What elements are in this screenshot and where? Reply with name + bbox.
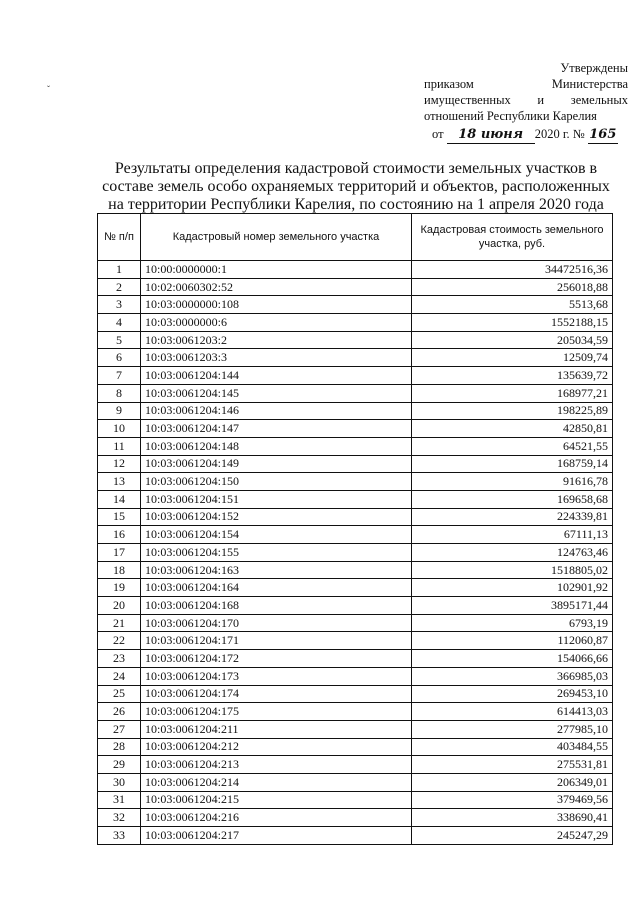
approval-word: и — [537, 93, 545, 107]
row-number-cell: 21 — [98, 614, 141, 632]
cadastral-number-cell: 10:03:0061204:155 — [141, 544, 412, 562]
row-number-cell: 14 — [98, 490, 141, 508]
cadastral-number-cell: 10:02:0060302:52 — [141, 278, 412, 296]
table-row — [98, 632, 613, 650]
approval-word: имущественных — [424, 93, 511, 107]
cadastral-value-cell: 614413,03 — [412, 703, 613, 721]
row-number-cell: 23 — [98, 650, 141, 668]
row-number-cell: 32 — [98, 809, 141, 827]
cadastral-number-cell: 10:03:0061204:151 — [141, 490, 412, 508]
cadastral-number-cell: 10:03:0061204:217 — [141, 827, 412, 845]
cadastral-value-cell: 5513,68 — [412, 296, 613, 314]
scan-mark: ˇ — [47, 84, 50, 94]
row-number-cell: 33 — [98, 827, 141, 845]
table-body — [98, 261, 613, 845]
cadastral-value-cell: 245247,29 — [412, 827, 613, 845]
table-row — [98, 331, 613, 349]
cadastral-number-cell: 10:03:0061203:2 — [141, 331, 412, 349]
row-number-cell: 19 — [98, 579, 141, 597]
date-year: 2020 г. № — [534, 127, 585, 141]
handwritten-order-number: 165 — [589, 127, 617, 142]
table-row — [98, 720, 613, 738]
row-number-cell: 11 — [98, 437, 141, 455]
cadastral-value-cell: 224339,81 — [412, 508, 613, 526]
table-row — [98, 544, 613, 562]
table-row — [98, 773, 613, 791]
cadastral-number-cell: 10:03:0061204:175 — [141, 703, 412, 721]
table-row — [98, 738, 613, 756]
cadastral-value-cell: 154066,66 — [412, 650, 613, 668]
cadastral-number-cell: 10:03:0061204:145 — [141, 384, 412, 402]
approval-line-4: отношений Республики Карелия — [424, 109, 597, 123]
cadastral-number-cell: 10:03:0061204:146 — [141, 402, 412, 420]
row-number-cell: 1 — [98, 261, 141, 279]
table-row — [98, 437, 613, 455]
row-number-cell: 26 — [98, 703, 141, 721]
cadastral-value-cell: 42850,81 — [412, 420, 613, 438]
table-row — [98, 420, 613, 438]
table-row — [98, 384, 613, 402]
cadastral-number-cell: 10:03:0061204:164 — [141, 579, 412, 597]
cadastral-value-cell: 12509,74 — [412, 349, 613, 367]
cadastral-number-cell: 10:03:0061204:173 — [141, 667, 412, 685]
table-row — [98, 490, 613, 508]
cadastral-number-cell: 10:03:0061204:149 — [141, 455, 412, 473]
cadastral-value-cell: 269453,10 — [412, 685, 613, 703]
cadastral-number-cell: 10:03:0061204:152 — [141, 508, 412, 526]
cadastral-value-cell: 379469,56 — [412, 791, 613, 809]
cadastral-value-cell: 256018,88 — [412, 278, 613, 296]
table-row — [98, 402, 613, 420]
table-row — [98, 526, 613, 544]
cadastral-number-cell: 10:03:0061204:214 — [141, 773, 412, 791]
cadastral-number-cell: 10:03:0000000:108 — [141, 296, 412, 314]
table-row — [98, 278, 613, 296]
row-number-cell: 25 — [98, 685, 141, 703]
approval-heading: Утверждены — [560, 61, 628, 75]
cadastral-number-cell: 10:03:0061204:168 — [141, 597, 412, 615]
date-prefix: от — [432, 127, 444, 141]
table-row — [98, 650, 613, 668]
cadastral-value-cell: 338690,41 — [412, 809, 613, 827]
row-number-cell: 22 — [98, 632, 141, 650]
cadastral-number-cell: 10:03:0061204:154 — [141, 526, 412, 544]
approval-date-line — [424, 126, 628, 144]
row-number-cell: 4 — [98, 314, 141, 332]
cadastral-number-cell: 10:03:0061204:211 — [141, 720, 412, 738]
cadastral-number-cell: 10:00:0000000:1 — [141, 261, 412, 279]
cadastral-value-cell: 135639,72 — [412, 367, 613, 385]
cadastral-number-cell: 10:03:0061204:150 — [141, 473, 412, 491]
cadastral-number-cell: 10:03:0061204:216 — [141, 809, 412, 827]
row-number-cell: 12 — [98, 455, 141, 473]
cadastral-value-cell: 124763,46 — [412, 544, 613, 562]
table-row — [98, 791, 613, 809]
table-row — [98, 667, 613, 685]
handwritten-date: 18 июня — [447, 127, 535, 144]
row-number-cell: 20 — [98, 597, 141, 615]
table-row — [98, 685, 613, 703]
cadastral-value-cell: 168759,14 — [412, 455, 613, 473]
cadastral-number-cell: 10:03:0061204:144 — [141, 367, 412, 385]
approval-line-3 — [424, 92, 628, 108]
row-number-cell: 28 — [98, 738, 141, 756]
cadastral-value-cell: 277985,10 — [412, 720, 613, 738]
row-number-cell: 7 — [98, 367, 141, 385]
cadastral-value-cell: 3895171,44 — [412, 597, 613, 615]
cadastral-value-cell: 102901,92 — [412, 579, 613, 597]
cadastral-number-cell: 10:03:0061204:213 — [141, 756, 412, 774]
table-row — [98, 614, 613, 632]
table-header-row — [98, 214, 613, 261]
cadastral-number-cell: 10:03:0061204:147 — [141, 420, 412, 438]
row-number-cell: 13 — [98, 473, 141, 491]
row-number-cell: 15 — [98, 508, 141, 526]
cadastral-value-cell: 67111,13 — [412, 526, 613, 544]
row-number-cell: 16 — [98, 526, 141, 544]
table-row — [98, 349, 613, 367]
header-cadastral-number: Кадастровый номер земельного участка — [141, 214, 412, 261]
table-row — [98, 367, 613, 385]
document-title: Результаты определения кадастровой стоимости земельных участков в составе земель особо охраняемых территорий и объектов, расположенных на территории Республики Карелия, по состоянию на 1 апреля 2020 года — [102, 160, 610, 213]
cadastral-value-cell: 91616,78 — [412, 473, 613, 491]
row-number-cell: 5 — [98, 331, 141, 349]
approval-word: Министерства — [551, 77, 628, 91]
cadastral-number-cell: 10:03:0061204:212 — [141, 738, 412, 756]
header-cadastral-value: Кадастровая стоимость земельного участка, руб. — [412, 214, 613, 261]
row-number-cell: 30 — [98, 773, 141, 791]
table-row — [98, 756, 613, 774]
row-number-cell: 24 — [98, 667, 141, 685]
cadastral-number-cell: 10:03:0000000:6 — [141, 314, 412, 332]
row-number-cell: 17 — [98, 544, 141, 562]
table-row — [98, 261, 613, 279]
cadastral-value-cell: 198225,89 — [412, 402, 613, 420]
table-row — [98, 703, 613, 721]
row-number-cell: 8 — [98, 384, 141, 402]
cadastral-number-cell: 10:03:0061204:215 — [141, 791, 412, 809]
row-number-cell: 31 — [98, 791, 141, 809]
row-number-cell: 29 — [98, 756, 141, 774]
cadastral-value-cell: 1552188,15 — [412, 314, 613, 332]
table-row — [98, 455, 613, 473]
approval-word: приказом — [424, 77, 474, 91]
cadastral-value-cell: 205034,59 — [412, 331, 613, 349]
row-number-cell: 2 — [98, 278, 141, 296]
cadastral-value-cell: 206349,01 — [412, 773, 613, 791]
cadastral-number-cell: 10:03:0061204:174 — [141, 685, 412, 703]
approval-word: земельных — [570, 93, 628, 107]
row-number-cell: 9 — [98, 402, 141, 420]
table-row — [98, 579, 613, 597]
cadastral-value-cell: 366985,03 — [412, 667, 613, 685]
cadastral-value-table — [97, 213, 613, 845]
cadastral-value-cell: 34472516,36 — [412, 261, 613, 279]
row-number-cell: 3 — [98, 296, 141, 314]
cadastral-value-cell: 169658,68 — [412, 490, 613, 508]
cadastral-value-cell: 64521,55 — [412, 437, 613, 455]
table-row — [98, 296, 613, 314]
row-number-cell: 10 — [98, 420, 141, 438]
cadastral-value-cell: 275531,81 — [412, 756, 613, 774]
cadastral-number-cell: 10:03:0061203:3 — [141, 349, 412, 367]
cadastral-number-cell: 10:03:0061204:170 — [141, 614, 412, 632]
cadastral-number-cell: 10:03:0061204:171 — [141, 632, 412, 650]
cadastral-value-cell: 112060,87 — [412, 632, 613, 650]
cadastral-number-cell: 10:03:0061204:163 — [141, 561, 412, 579]
approval-line-2 — [424, 76, 628, 92]
cadastral-value-cell: 168977,21 — [412, 384, 613, 402]
table-row — [98, 561, 613, 579]
cadastral-value-cell: 6793,19 — [412, 614, 613, 632]
table-row — [98, 597, 613, 615]
cadastral-number-cell: 10:03:0061204:148 — [141, 437, 412, 455]
header-row-number: № п/п — [98, 214, 141, 261]
cadastral-value-cell: 403484,55 — [412, 738, 613, 756]
table-row — [98, 473, 613, 491]
row-number-cell: 6 — [98, 349, 141, 367]
approval-block — [424, 60, 628, 144]
cadastral-number-cell: 10:03:0061204:172 — [141, 650, 412, 668]
table-row — [98, 314, 613, 332]
row-number-cell: 18 — [98, 561, 141, 579]
table-row — [98, 827, 613, 845]
cadastral-value-cell: 1518805,02 — [412, 561, 613, 579]
table-row — [98, 809, 613, 827]
row-number-cell: 27 — [98, 720, 141, 738]
table-row — [98, 508, 613, 526]
